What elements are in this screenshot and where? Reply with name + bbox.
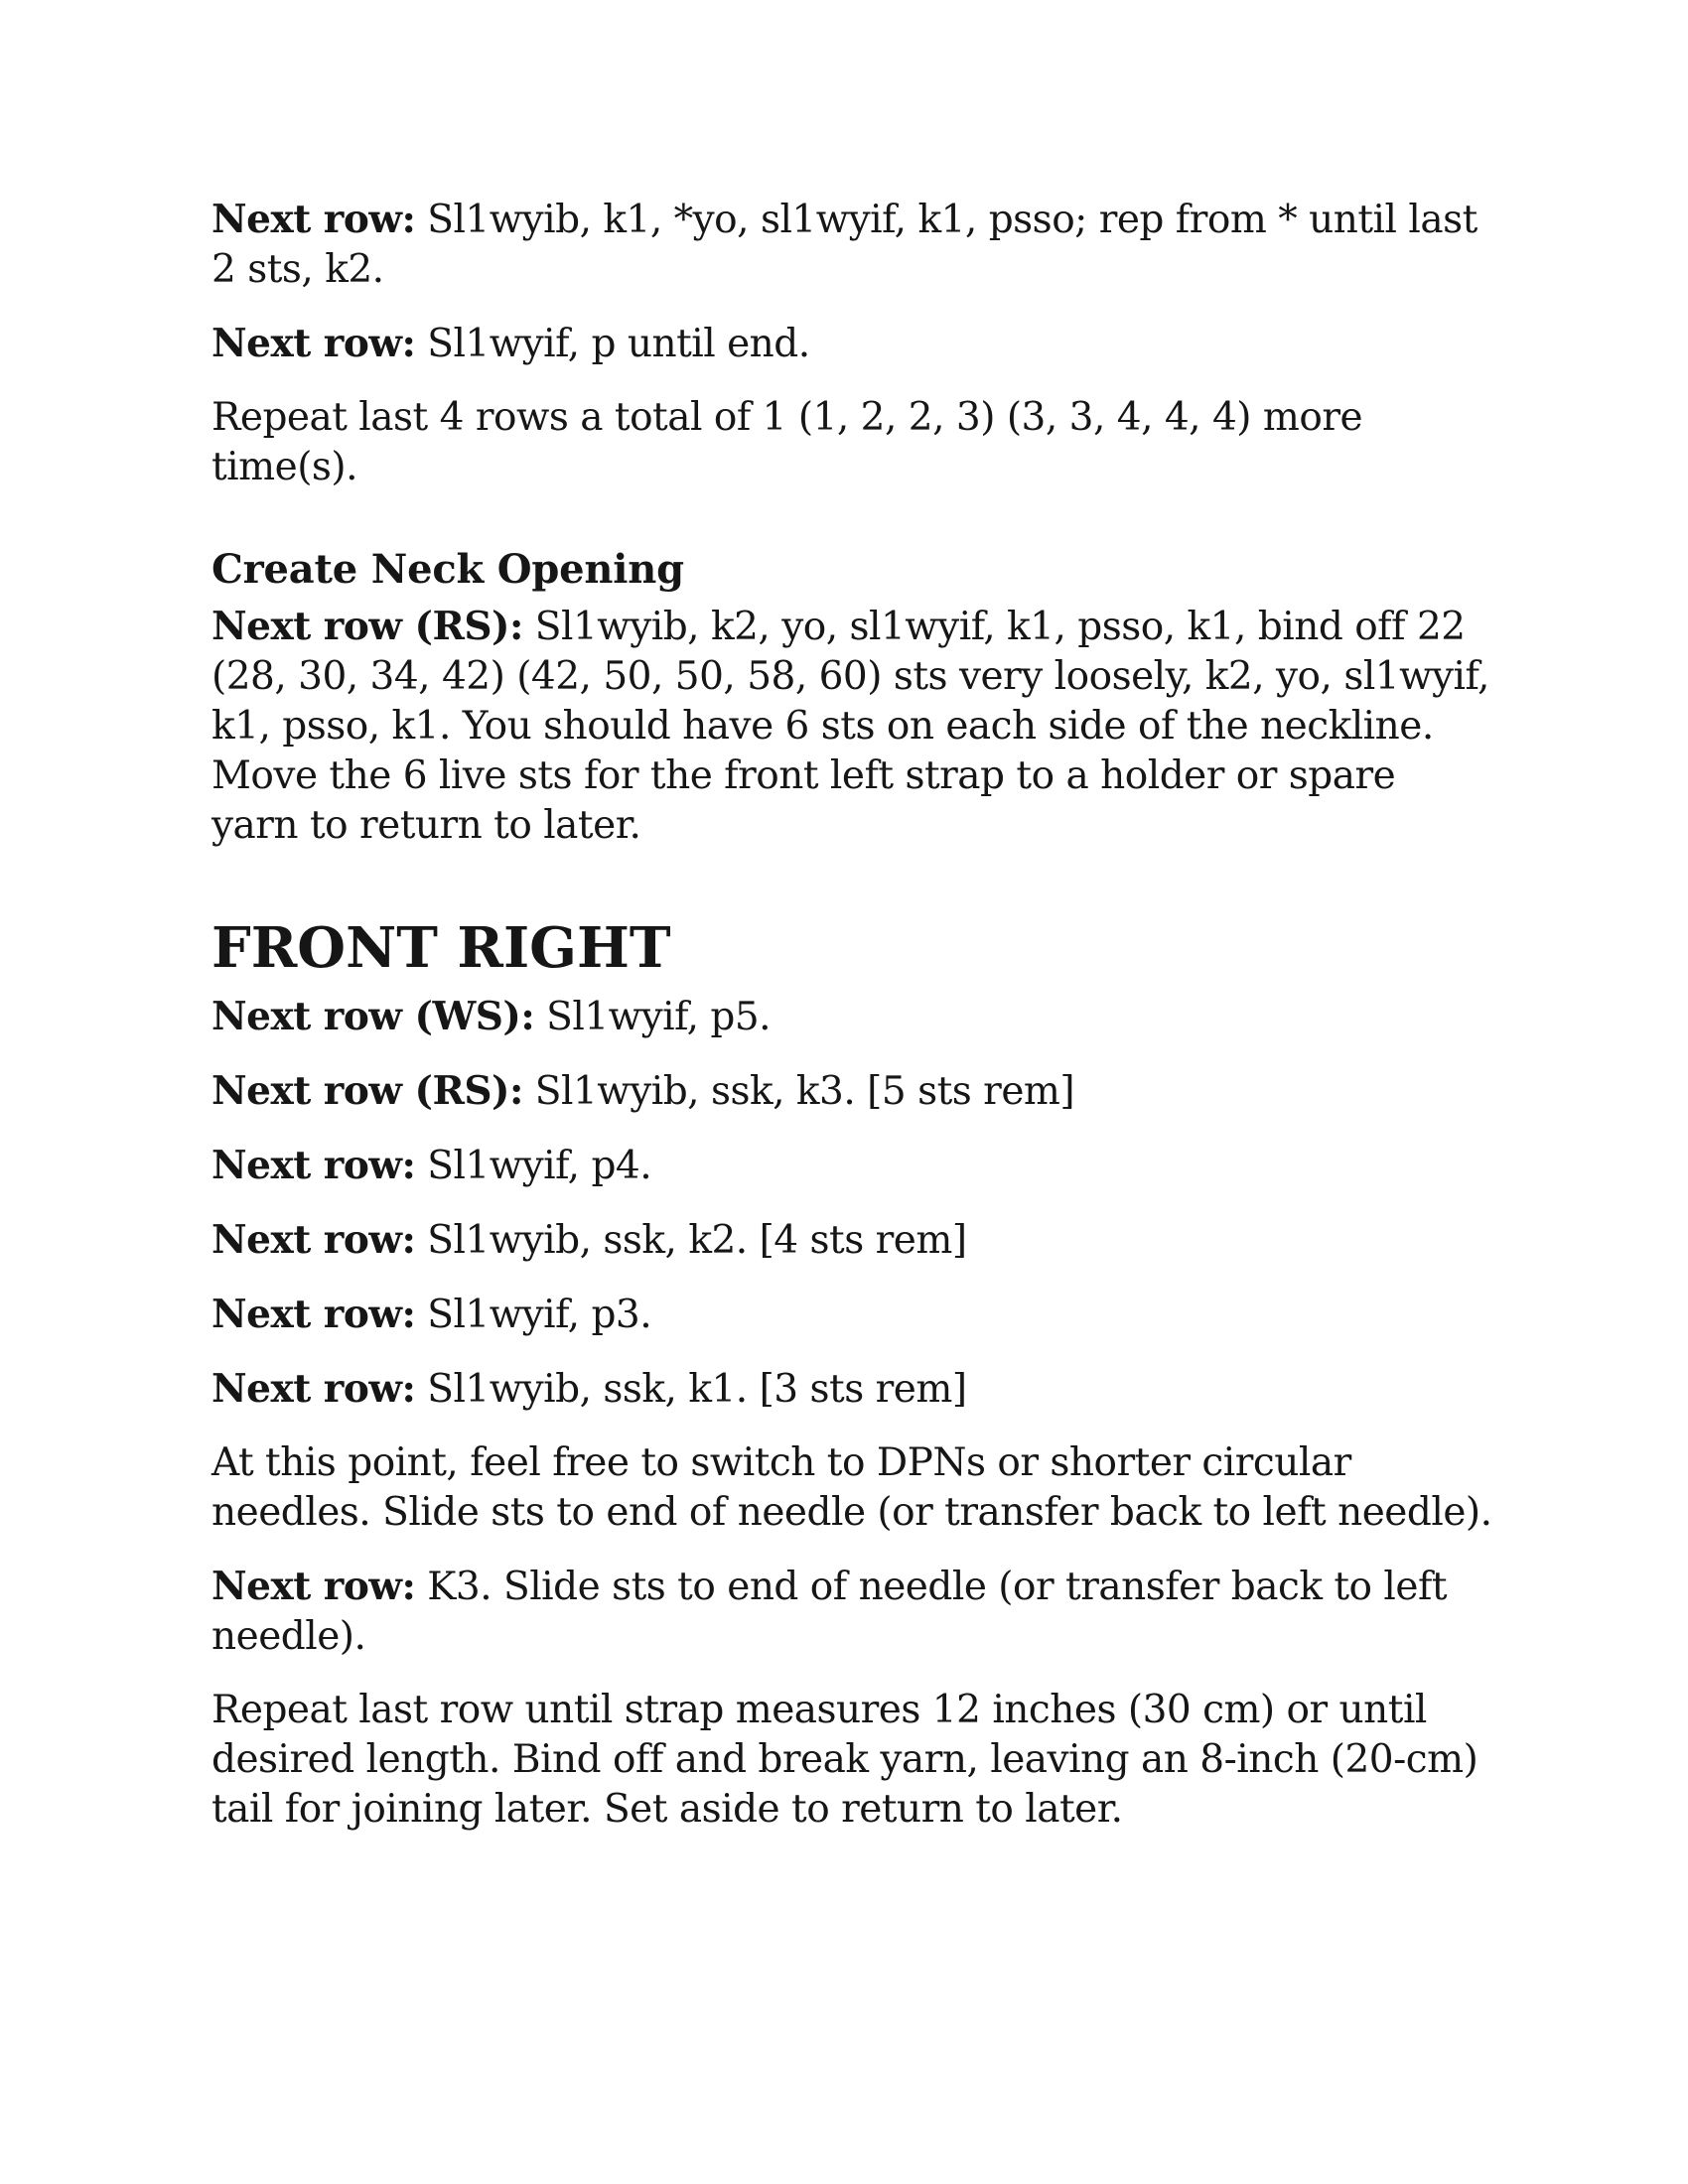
row-label: Next row: bbox=[211, 1564, 416, 1609]
row-text: Sl1wyif, p3. bbox=[415, 1293, 652, 1337]
repeat-note: Repeat last 4 rows a total of 1 (1, 2, 2, 3) (3, 3, 4, 4, 4) more time(s). bbox=[211, 395, 1363, 489]
instruction-row-2 bbox=[211, 319, 1492, 369]
row-text: Sl1wyib, k1, *yo, sl1wyif, k1, psso; rep from * until last 2 sts, k2. bbox=[211, 198, 1477, 292]
final-note: Repeat last row until strap measures 12 inches (30 cm) or until desired length. Bind off and break yarn, leaving an 8-inch (20-cm) tail for joining later. Set aside to return to later. bbox=[211, 1688, 1478, 1832]
row-label: Next row: bbox=[211, 321, 416, 366]
row-text: Sl1wyif, p4. bbox=[415, 1144, 652, 1188]
row-text: Sl1wyib, ssk, k3. [5 sts rem] bbox=[522, 1069, 1075, 1114]
row-label: Next row: bbox=[211, 1143, 416, 1188]
row-label: Next row: bbox=[211, 1217, 416, 1263]
row-label: Next row (WS): bbox=[211, 994, 535, 1039]
row-text: Sl1wyib, ssk, k2. [4 sts rem] bbox=[415, 1218, 967, 1263]
front-right-row-2 bbox=[211, 1066, 1492, 1117]
front-right-row-5 bbox=[211, 1290, 1492, 1340]
row-text: Sl1wyib, k2, yo, sl1wyif, k1, psso, k1, bind off 22 (28, 30, 34, 42) (42, 50, 50, 58, 60) sts very loosely, k2, yo, sl1wyif, k1, psso, k1. You should have 6 sts on each side of the neckline. Move the 6 live sts for the front left strap to a holder or spare yarn to return to later. bbox=[211, 605, 1489, 848]
row-text: Sl1wyif, p5. bbox=[534, 995, 772, 1039]
instruction-row-1 bbox=[211, 195, 1492, 295]
front-right-heading: FRONT RIGHT bbox=[211, 915, 671, 981]
front-right-row-1 bbox=[211, 992, 1492, 1042]
front-right-row-4 bbox=[211, 1215, 1492, 1266]
row-label: Next row: bbox=[211, 1292, 416, 1337]
row-label: Next row (RS): bbox=[211, 1068, 523, 1114]
k3-row bbox=[211, 1562, 1492, 1662]
row-text: K3. Slide sts to end of needle (or transfer back to left needle). bbox=[211, 1565, 1448, 1659]
row-label: Next row: bbox=[211, 1366, 416, 1412]
document-page bbox=[211, 195, 1492, 1835]
front-right-row-3 bbox=[211, 1141, 1492, 1191]
row-text: Sl1wyif, p until end. bbox=[415, 322, 810, 366]
neck-opening-row bbox=[211, 602, 1492, 851]
neck-opening-heading: Create Neck Opening bbox=[211, 546, 684, 593]
row-text: Sl1wyib, ssk, k1. [3 sts rem] bbox=[415, 1367, 967, 1412]
row-label: Next row: bbox=[211, 197, 416, 242]
switch-needles-note: At this point, feel free to switch to DPNs or shorter circular needles. Slide sts to end of needle (or transfer back to left needle). bbox=[211, 1440, 1492, 1535]
front-right-row-6 bbox=[211, 1364, 1492, 1415]
row-label: Next row (RS): bbox=[211, 604, 523, 649]
